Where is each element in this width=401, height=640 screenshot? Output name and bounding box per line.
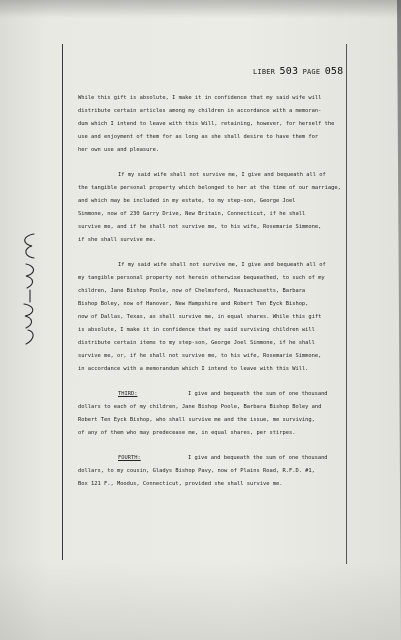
right-margin-rule (346, 44, 347, 564)
text-line: now of Dallas, Texas, as shall survive me, in equal shares. While this gift (78, 314, 322, 320)
text-line: her own use and pleasure. (78, 147, 160, 153)
bottom-fold (0, 560, 401, 640)
text-line: use and enjoyment of them for as long as she shall desire to have them for (78, 134, 319, 140)
liber-number: 503 (279, 66, 299, 77)
text-line: survive me, and if he shall not survive me, to his wife, Rosemarie Simmone, (78, 224, 322, 230)
section-heading-third: THIRD: (118, 391, 138, 397)
text-line: is absolute, I make it in confidence that my said surviving children will (78, 327, 315, 333)
text-line: distribute certain items to my step-son, George Joel Simmone, if he shall (78, 340, 315, 346)
text-line: and which may be included in my estate, to my step-son, George Joel (78, 198, 296, 204)
text-line: if she shall survive me. (78, 237, 156, 243)
text-line: survive me, or, if he shall not survive me, to his wife, Rosemarie Simmone, (78, 353, 322, 359)
liber-page-header (253, 66, 343, 77)
text-line: in accordance with a memorandum which I intend to leave with this Will. (78, 366, 309, 372)
text-line: Simmone, now of 230 Garry Drive, New Britain, Connecticut, if he shall (78, 211, 306, 217)
left-margin-rule (62, 44, 63, 560)
text-line: my tangible personal property not herein otherwise bequeathed, to such of my (78, 275, 325, 281)
page-number: 058 (324, 66, 344, 77)
text-line: I give and bequeath the sum of one thousand (188, 455, 328, 461)
handwritten-signature (14, 230, 44, 350)
text-line: If my said wife shall not survive me, I give and bequeath all of (118, 172, 326, 178)
text-line: dum which I intend to leave with this Will, retaining, however, for herself the (78, 121, 335, 127)
text-line: dollars to each of my children, Jane Bishop Poole, Barbara Bishop Boley and (78, 404, 322, 410)
text-line: If my said wife shall not survive me, I give and bequeath all of (118, 262, 326, 268)
page-label: PAGE (302, 68, 321, 76)
text-line: Robert Ten Eyck Bishop, who shall survive me and the issue, me surviving, (78, 417, 315, 423)
text-line: distribute certain articles among my children in accordance with a memoran- (78, 108, 322, 114)
text-line: the tangible personal property which belonged to her at the time of our marriage, (78, 185, 341, 191)
text-line: I give and bequeath the sum of one thousand (188, 391, 328, 397)
text-line: children, Jane Bishop Poole, now of Chelmsford, Massachusetts, Barbara (78, 288, 306, 294)
text-line: Box 121 F., Moodus, Connecticut, provided she shall survive me. (78, 481, 283, 487)
text-line: Bishop Boley, now of Hanover, New Hampshire and Robert Ten Eyck Bishop, (78, 301, 309, 307)
text-line: While this gift is absolute, I make it in confidence that my said wife will (78, 95, 322, 101)
text-line: dollars, to my cousin, Gladys Bishop Pavy, now of Plains Road, R.F.D. #1, (78, 468, 315, 474)
liber-label: LIBER (253, 68, 276, 76)
section-heading-fourth: FOURTH: (118, 455, 141, 461)
text-line: of any of them who may predecease me, in equal shares, per stirpes. (78, 430, 296, 436)
top-shadow (0, 0, 401, 18)
